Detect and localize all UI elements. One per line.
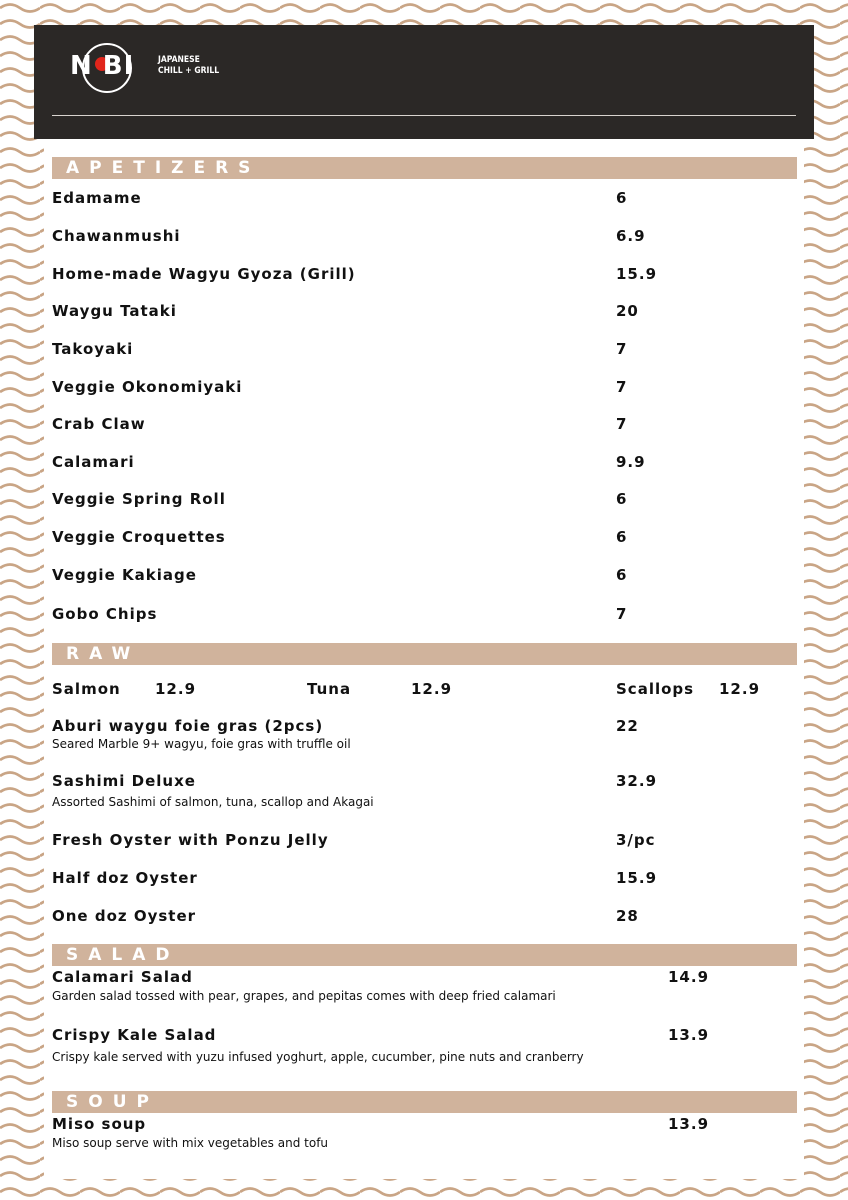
header-divider (52, 115, 796, 116)
menu-item-price: 7 (616, 340, 628, 358)
menu-item-description: Crispy kale served with yuzu infused yoghurt, apple, cucumber, pine nuts and cranberry (52, 1050, 584, 1064)
menu-item-price: 6.9 (616, 227, 646, 245)
menu-item-name: Half doz Oyster (52, 869, 198, 887)
menu-item-name: Aburi waygu foie gras (2pcs) (52, 717, 324, 735)
section-band-raw: RAW (52, 643, 797, 665)
menu-item-description: Seared Marble 9+ wagyu, foie gras with truffle oil (52, 737, 351, 751)
menu-item-name: Takoyaki (52, 340, 134, 358)
menu-item-description: Miso soup serve with mix vegetables and tofu (52, 1136, 329, 1150)
menu-item-price: 13.9 (668, 1115, 710, 1133)
menu-item-name: Crispy Kale Salad (52, 1026, 217, 1044)
logo-tagline-line1: JAPANESE (158, 55, 200, 65)
menu-item-name: Veggie Croquettes (52, 528, 226, 546)
logo-tagline (158, 55, 219, 77)
menu-item-price: 9.9 (616, 453, 646, 471)
menu-item-name: Veggie Okonomiyaki (52, 378, 243, 396)
menu-item-price: 3/pc (616, 831, 656, 849)
raw-inline-price: 12.9 (719, 680, 761, 698)
menu-item-price: 22 (616, 717, 639, 735)
section-band-salad: SALAD (52, 944, 797, 966)
menu-item-name: Fresh Oyster with Ponzu Jelly (52, 831, 329, 849)
raw-inline-name: Scallops (616, 680, 695, 698)
raw-inline-name: Salmon (52, 680, 121, 698)
menu-header (34, 25, 814, 139)
menu-item-price: 13.9 (668, 1026, 710, 1044)
menu-item-price: 6 (616, 189, 628, 207)
menu-item-name: One doz Oyster (52, 907, 197, 925)
menu-item-price: 6 (616, 566, 628, 584)
menu-item-price: 32.9 (616, 772, 658, 790)
menu-item-description: Garden salad tossed with pear, grapes, and pepitas comes with deep fried calamari (52, 989, 556, 1003)
menu-item-price: 7 (616, 605, 628, 623)
menu-item-name: Sashimi Deluxe (52, 772, 196, 790)
menu-item-name: Gobo Chips (52, 605, 158, 623)
menu-item-name: Veggie Kakiage (52, 566, 197, 584)
logo-wordmark: N BI (70, 51, 135, 81)
menu-item-name: Crab Claw (52, 415, 146, 433)
menu-item-price: 28 (616, 907, 639, 925)
menu-item-price: 15.9 (616, 869, 658, 887)
raw-inline-price: 12.9 (155, 680, 197, 698)
menu-item-price: 7 (616, 378, 628, 396)
menu-content (44, 139, 804, 1179)
menu-item-name: Calamari (52, 453, 135, 471)
raw-inline-name: Tuna (307, 680, 352, 698)
menu-item-name: Edamame (52, 189, 142, 207)
menu-item-price: 6 (616, 528, 628, 546)
section-band-soup: SOUP (52, 1091, 797, 1113)
menu-item-price: 6 (616, 490, 628, 508)
menu-item-price: 14.9 (668, 968, 710, 986)
menu-item-name: Chawanmushi (52, 227, 181, 245)
menu-item-name: Veggie Spring Roll (52, 490, 226, 508)
raw-inline-price: 12.9 (411, 680, 453, 698)
menu-item-price: 7 (616, 415, 628, 433)
menu-item-name: Calamari Salad (52, 968, 193, 986)
section-band-appetizers: APETIZERS (52, 157, 797, 179)
menu-item-price: 20 (616, 302, 639, 320)
logo-tagline-line2: CHILL + GRILL (158, 66, 220, 76)
menu-item-name: Miso soup (52, 1115, 147, 1133)
menu-item-price: 15.9 (616, 265, 658, 283)
menu-item-name: Waygu Tataki (52, 302, 177, 320)
menu-item-description: Assorted Sashimi of salmon, tuna, scallop and Akagai (52, 795, 374, 809)
menu-item-name: Home-made Wagyu Gyoza (Grill) (52, 265, 356, 283)
